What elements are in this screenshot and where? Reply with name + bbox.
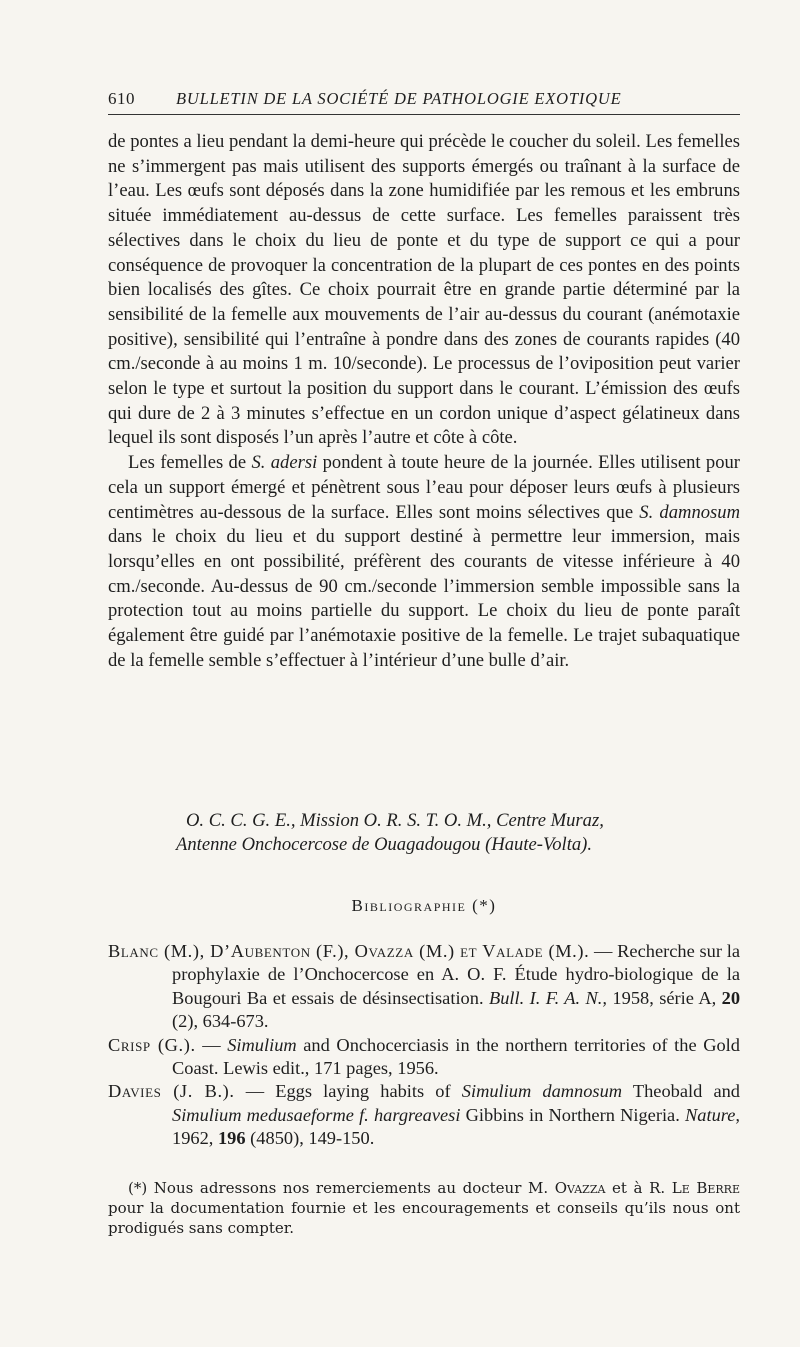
reference-journal: Nature, — [685, 1104, 741, 1125]
reference-text: — Recherche sur la prophylaxie de l’Onchocercose en A. O. F. Étude hydro-biologique de la Bougouri Ba et essais de désinsectisation. — [172, 941, 740, 1008]
reference-text: (2), 634-673. — [172, 1011, 269, 1032]
footnote-part: et à R. — [605, 1179, 672, 1197]
reference-journal: Bull. I. F. A. N., — [488, 987, 608, 1008]
species-name: S. damnosum — [639, 501, 740, 523]
person-name: Le Berre — [671, 1179, 740, 1197]
author-affiliation — [108, 809, 740, 857]
reference-entry — [108, 1034, 740, 1081]
reference-volume: 196 — [217, 1128, 246, 1149]
paragraph-text: dans le choix du lieu et du support destiné à permettre leur immersion, mais lorsqu’elles en ont possibilité, préfèrent des courants de vitesse inférieure à 40 cm./seconde. Au-dessus de 90 cm./seconde l’immersion semble impossible sans la protection tout au moins partielle du support. Le choix du lieu de ponte paraît également être guidé par l’anémotaxie positive de la femelle. Le trajet subaquatique de la femelle semble s’effectuer à l’intérieur d’une bulle d’air. — [108, 526, 740, 671]
paragraph-oviposition-adersi — [108, 451, 740, 673]
footnote — [108, 1178, 740, 1238]
species-name: Simulium damnosum — [461, 1081, 623, 1102]
reference-text: and Onchocerciasis in the northern territories of the Gold Coast. Lewis edit., 171 pages, 1956. — [172, 1034, 740, 1079]
affiliation-line: Antenne Onchocercose de Ouagadougou (Haute-Volta). — [176, 834, 593, 855]
reference-text: — Eggs laying habits of — [234, 1081, 462, 1102]
reference-entry — [108, 940, 740, 1034]
paragraph-text: Les femelles de — [128, 452, 252, 474]
paragraph-text: pondent à toute heure de la journée. Elles utilisent pour cela un support émergé et pénètrent sous l’eau pour déposer leurs œufs à plusieurs centimètres au-dessous de la surface. Elles sont moins sélectives que — [108, 452, 741, 523]
page-number: 610 — [108, 89, 135, 108]
species-name: S. adersi — [251, 452, 318, 474]
reference-authors: Crisp (G.). — [108, 1034, 196, 1055]
reference-authors: Davies (J. B.). — [108, 1081, 235, 1102]
bibliography-list — [108, 940, 740, 1151]
footnote-part: pour la documentation fournie et les encouragements et conseils qu’ils nous ont prodigués sans compter. — [108, 1199, 740, 1237]
reference-text: — — [195, 1034, 228, 1055]
bibliography-heading: Bibliographie (*) — [351, 896, 497, 915]
footnote-part: (*) Nous adressons nos remerciements au docteur M. — [128, 1179, 555, 1197]
reference-volume: 20 — [721, 987, 741, 1008]
reference-text: 1958, série A, — [607, 987, 722, 1008]
paragraph-oviposition-damnosum: de pontes a lieu pendant la demi-heure qui précède le coucher du soleil. Les femelles ne s’immergent pas mais utilisent des supports émergés ou traînant à la surface de l’eau. Les œufs sont déposés dans la zone humidifiée par les remous et les embruns située immédiatement au-dessus de cette surface. Les femelles paraissent très sélectives dans le choix du lieu de ponte et du type de support ce qui a pour conséquence de provoquer la concentration de la plupart de ces pontes en des points bien localisés des gîtes. Ce choix pourrait être en grande partie déterminé par la sensibilité de la femelle aux mouvements de l’air au-dessus du courant (anémotaxie positive), sensibilité qui l’entraîne à pondre dans des zones de courants rapides (40 cm./seconde à au moins 1 m. 10/seconde). Le processus de l’oviposition peut varier selon le type et surtout la position du support dans le courant. L’émission des œufs qui dure de 2 à 3 minutes s’effectue en un cordon unique d’aspect gélatineux dans lequel ils sont disposés l’un après l’autre et côte à côte. — [108, 131, 740, 449]
reference-entry — [108, 1080, 740, 1150]
reference-text: Theobald and — [622, 1081, 741, 1102]
reference-text: Gibbins in Northern Nigeria. — [460, 1104, 685, 1125]
reference-title-italic: Simulium — [227, 1034, 297, 1055]
reference-text: 1962, — [172, 1128, 218, 1149]
person-name: Ovazza — [554, 1179, 606, 1197]
body-text — [108, 130, 740, 673]
affiliation-line: O. C. C. G. E., Mission O. R. S. T. O. M., Centre Muraz, — [186, 810, 604, 831]
species-name: Simulium medusaeforme f. hargreavesi — [172, 1104, 461, 1125]
running-header — [108, 86, 740, 115]
footnote-text — [108, 1178, 740, 1238]
reference-authors: Blanc (M.), D’Aubenton (F.), Ovazza (M.) et Valade (M.). — [108, 941, 590, 961]
running-title: BULLETIN DE LA SOCIÉTÉ DE PATHOLOGIE EXOTIQUE — [176, 89, 622, 108]
reference-text: (4850), 149-150. — [245, 1128, 375, 1149]
